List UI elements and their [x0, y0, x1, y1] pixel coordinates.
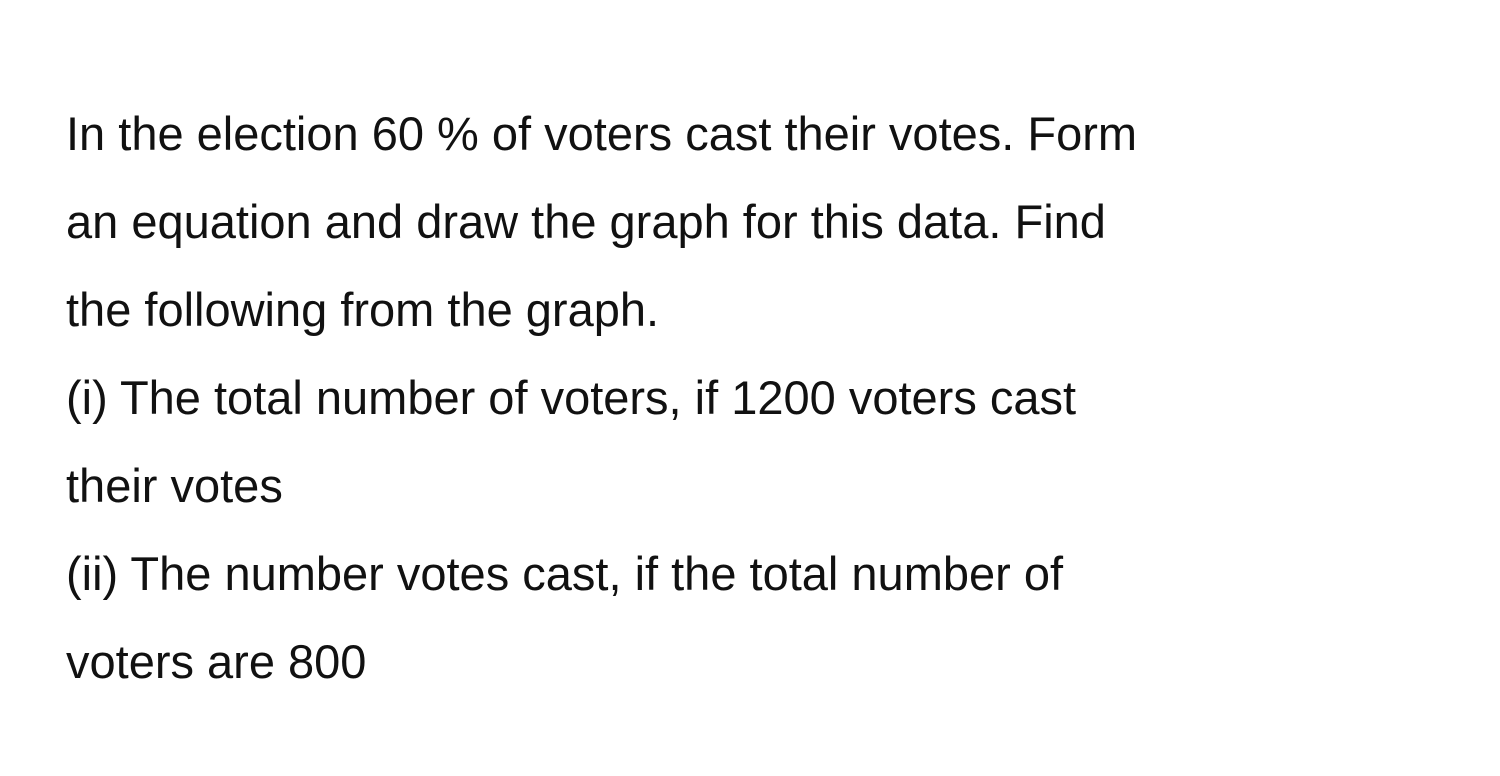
- question-part-i-continued: their votes: [66, 459, 283, 512]
- question-part-i: (i) The total number of voters, if 1200 voters cast: [66, 371, 1077, 424]
- question-line: an equation and draw the graph for this data. Find: [66, 195, 1106, 248]
- question-part-ii: (ii) The number votes cast, if the total number of: [66, 547, 1064, 600]
- question-line: In the election 60 % of voters cast their votes. Form: [66, 107, 1138, 160]
- question-part-ii-continued: voters are 800: [66, 635, 367, 688]
- question-text: [66, 90, 1440, 706]
- question-line: the following from the graph.: [66, 283, 660, 336]
